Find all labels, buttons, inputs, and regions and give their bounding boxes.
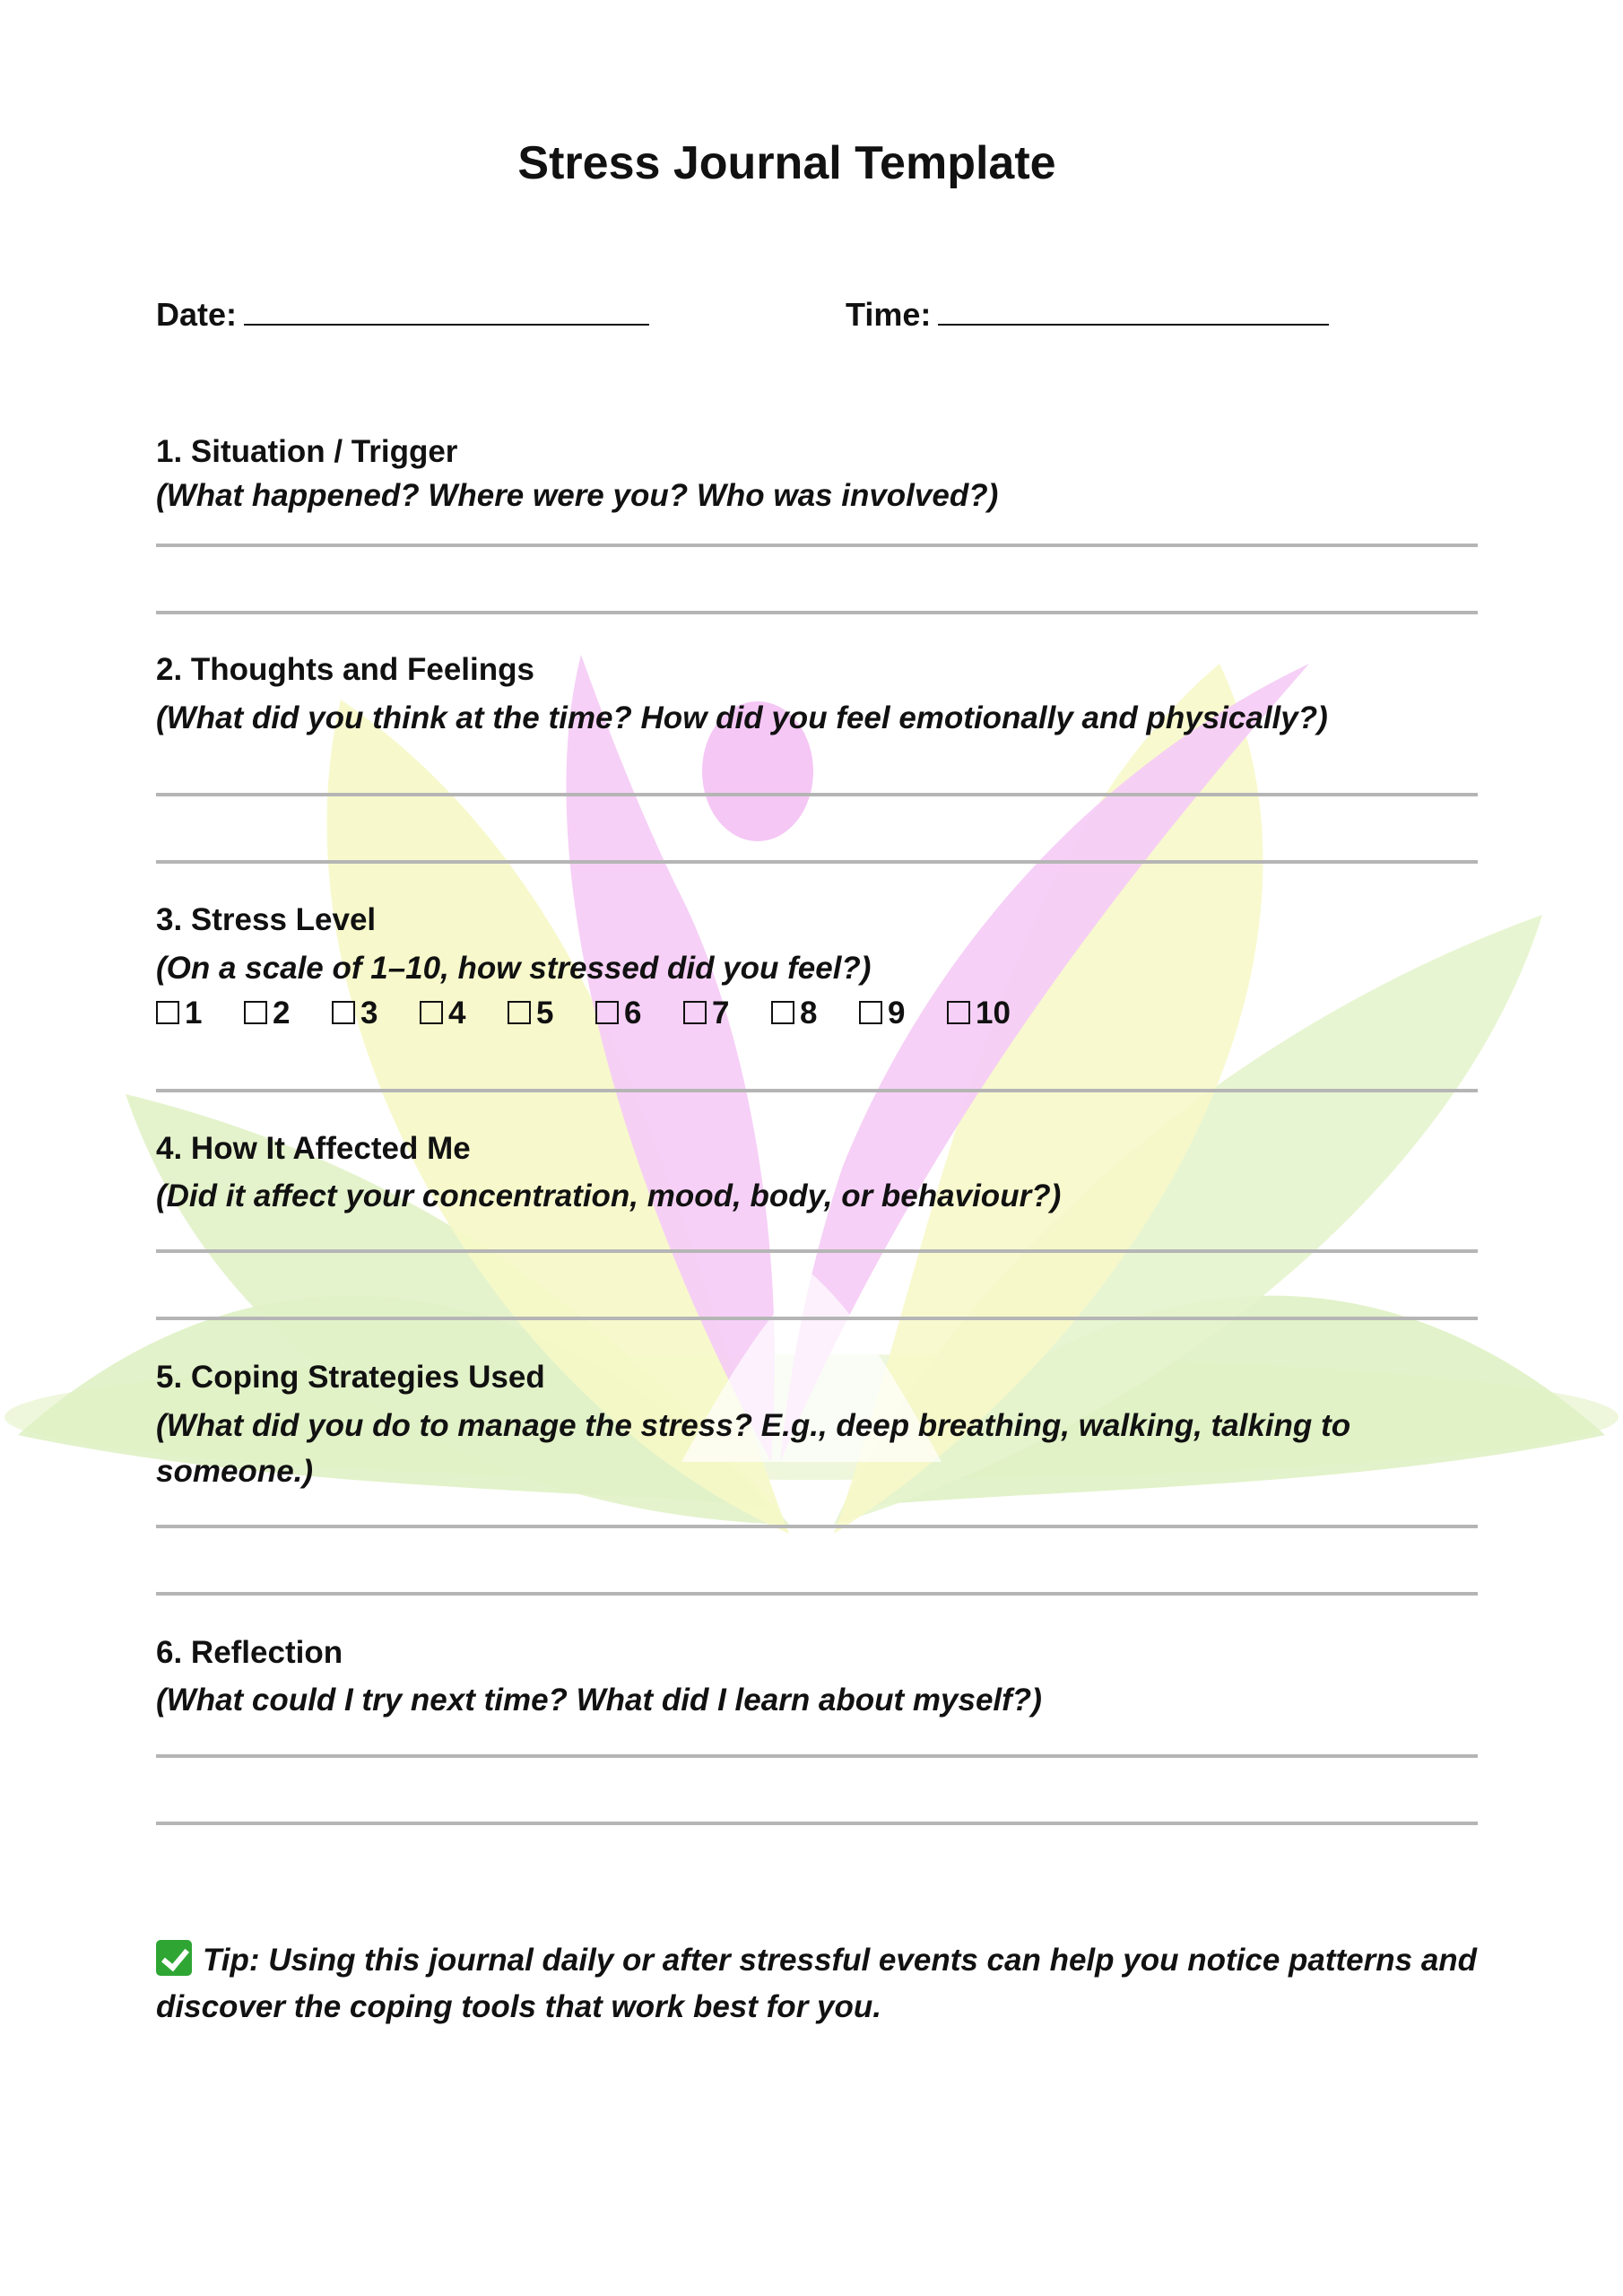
writing-line[interactable] <box>156 611 1478 614</box>
tip-note <box>156 1937 1492 2031</box>
section-heading-affected: 4. How It Affected Me <box>156 1131 471 1166</box>
section-heading-reflection: 6. Reflection <box>156 1635 343 1670</box>
section-prompt-coping: (What did you do to manage the stress? E.g., deep breathing, walking, talking to someone.) <box>156 1408 1351 1489</box>
checkbox-icon[interactable] <box>244 1001 267 1024</box>
checkbox-icon[interactable] <box>508 1001 531 1024</box>
scale-option-9[interactable]: 9 <box>859 996 905 1031</box>
scale-option-8[interactable]: 8 <box>771 996 817 1031</box>
writing-line[interactable] <box>156 860 1478 864</box>
section-heading-coping: 5. Coping Strategies Used <box>156 1360 545 1395</box>
writing-line[interactable] <box>156 544 1478 547</box>
writing-line[interactable] <box>156 1089 1478 1092</box>
scale-option-5[interactable]: 5 <box>508 996 553 1031</box>
tip-text: Tip: Using this journal daily or after stressful events can help you notice patterns and discover the coping tools that work best for you. <box>156 1943 1478 2024</box>
scale-option-1[interactable]: 1 <box>156 996 202 1031</box>
page-title: Stress Journal Template <box>517 137 1056 189</box>
time-blank-line[interactable] <box>938 297 1329 326</box>
writing-line[interactable] <box>156 793 1478 796</box>
time-field[interactable] <box>846 296 1329 334</box>
date-blank-line[interactable] <box>244 297 649 326</box>
scale-option-10[interactable]: 10 <box>947 996 1011 1031</box>
writing-line[interactable] <box>156 1317 1478 1320</box>
section-prompt-stress-level: (On a scale of 1–10, how stressed did you feel?) <box>156 951 872 986</box>
checkbox-icon[interactable] <box>683 1001 707 1024</box>
section-prompt-thoughts: (What did you think at the time? How did you feel emotionally and physically?) <box>156 700 1328 735</box>
writing-line[interactable] <box>156 1592 1478 1596</box>
check-mark-icon <box>156 1940 192 1976</box>
writing-line[interactable] <box>156 1249 1478 1253</box>
time-label: Time: <box>846 296 932 333</box>
writing-line[interactable] <box>156 1822 1478 1825</box>
section-heading-thoughts: 2. Thoughts and Feelings <box>156 652 534 687</box>
section-prompt-reflection: (What could I try next time? What did I learn about myself?) <box>156 1683 1042 1718</box>
checkbox-icon[interactable] <box>947 1001 970 1024</box>
scale-option-4[interactable]: 4 <box>420 996 465 1031</box>
date-label: Date: <box>156 296 238 333</box>
date-field[interactable] <box>156 296 649 334</box>
checkbox-icon[interactable] <box>771 1001 794 1024</box>
scale-option-3[interactable]: 3 <box>332 996 378 1031</box>
writing-line[interactable] <box>156 1754 1478 1758</box>
writing-line[interactable] <box>156 1525 1478 1528</box>
checkbox-icon[interactable] <box>420 1001 443 1024</box>
scale-option-2[interactable]: 2 <box>244 996 290 1031</box>
section-prompt-affected: (Did it affect your concentration, mood, body, or behaviour?) <box>156 1178 1062 1213</box>
scale-option-7[interactable]: 7 <box>683 996 729 1031</box>
scale-option-6[interactable]: 6 <box>595 996 641 1031</box>
section-heading-stress-level: 3. Stress Level <box>156 902 377 937</box>
checkbox-icon[interactable] <box>595 1001 619 1024</box>
section-prompt-situation: (What happened? Where were you? Who was involved?) <box>156 478 999 513</box>
section-heading-situation: 1. Situation / Trigger <box>156 434 458 469</box>
checkbox-icon[interactable] <box>156 1001 179 1024</box>
checkbox-icon[interactable] <box>859 1001 882 1024</box>
checkbox-icon[interactable] <box>332 1001 355 1024</box>
